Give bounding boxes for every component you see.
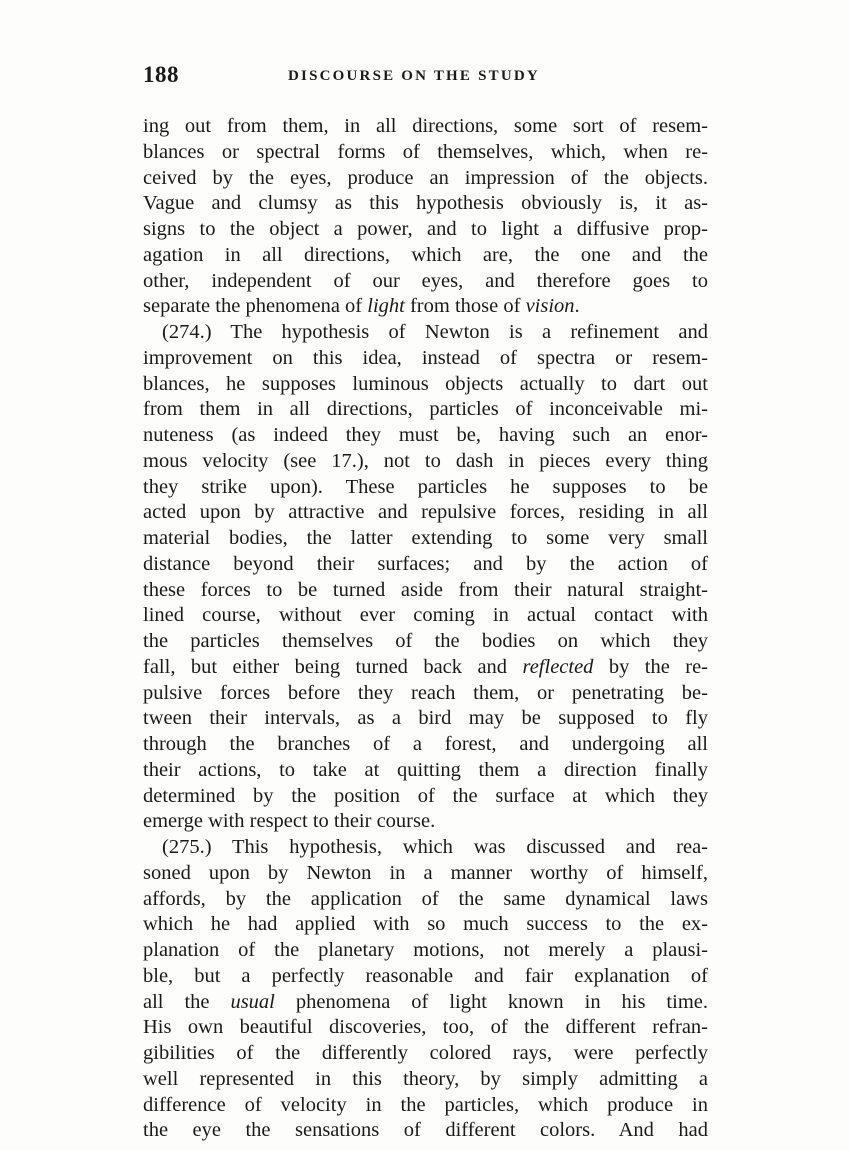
paragraph-274-start: (274.) The hypothesis of Newton is a refinement and (162, 321, 708, 343)
italic-run: vision (525, 295, 575, 318)
text-line: these forces to be turned aside from their natural straight- (143, 578, 708, 601)
text-line: improvement on this idea, instead of spectra or resem- (143, 346, 708, 369)
text-line: lined course, without ever coming in actual contact with (143, 604, 708, 627)
running-head (143, 62, 708, 92)
text-run: by the re- (593, 655, 709, 678)
text-line: His own beautiful discoveries, too, of the different refran- (143, 1016, 708, 1039)
italic-run: usual (230, 990, 275, 1013)
text-line: their actions, to take at quitting them a direction finally (143, 758, 708, 781)
page-number: 188 (143, 62, 179, 87)
text-line (143, 655, 708, 681)
text-line: blances, he supposes luminous objects actually to dart out (143, 372, 708, 395)
text-run: . (574, 295, 580, 318)
text-line: tween their intervals, as a bird may be supposed to fly (143, 707, 708, 730)
text-line: distance beyond their surfaces; and by the action of (143, 552, 708, 575)
text-line: through the branches of a forest, and undergoing all (143, 733, 708, 755)
text-line: they strike upon). These particles he supposes to be (143, 475, 708, 498)
text-run: all the (143, 990, 231, 1013)
text-line: affords, by the application of the same dynamical laws (143, 887, 708, 910)
paragraph-275-start: (275.) This hypothesis, which was discussed and rea- (162, 836, 708, 858)
text-line: other, independent of our eyes, and therefore goes to (143, 269, 708, 292)
text-line: determined by the position of the surface at which they (143, 784, 708, 807)
text-line: planation of the planetary motions, not merely a plausi- (143, 939, 708, 961)
text-line: signs to the object a power, and to light a diffusive prop- (143, 218, 708, 240)
text-line: nuteness (as indeed they must be, having such an enor- (143, 424, 708, 446)
text-line: material bodies, the latter extending to some very small (143, 527, 708, 549)
text-line: agation in all directions, which are, the one and the (143, 243, 708, 266)
text-line: pulsive forces before they reach them, or penetrating be- (143, 681, 708, 704)
text-run: phenomena of light known in his time. (274, 990, 708, 1013)
text-line: the eye the sensations of different colors. And had (143, 1119, 708, 1142)
text-line: gibilities of the differently colored rays, were perfectly (143, 1042, 708, 1064)
text-line: well represented in this theory, by simply admitting a (143, 1067, 708, 1090)
text-line: ble, but a perfectly reasonable and fair explanation of (143, 964, 708, 987)
text-line: difference of velocity in the particles, which produce in (143, 1093, 708, 1116)
text-line: ceived by the eyes, produce an impression of the objects. (143, 166, 708, 189)
text-line (143, 990, 708, 1016)
text-line: which he had applied with so much success to the ex- (143, 913, 708, 936)
text-line: mous velocity (see 17.), not to dash in pieces every thing (143, 449, 708, 472)
text-line: from them in all directions, particles of inconceivable mi- (143, 398, 708, 421)
text-line: ing out from them, in all directions, some sort of resem- (143, 115, 708, 137)
text-run: from those of (404, 295, 526, 318)
text-line: Vague and clumsy as this hypothesis obviously is, it as- (143, 192, 708, 215)
text-line: blances or spectral forms of themselves, which, when re- (143, 140, 708, 163)
text-line: soned upon by Newton in a manner worthy of himself, (143, 861, 708, 884)
italic-run: reflected (522, 655, 594, 678)
text-line: emerge with respect to their course. (143, 810, 436, 833)
text-line: the particles themselves of the bodies on which they (143, 630, 708, 652)
italic-run: light (367, 295, 405, 318)
text-run: fall, but either being turned back and (143, 655, 523, 678)
body-text (143, 114, 708, 1144)
text-run: separate the phenomena of (143, 295, 368, 318)
text-line: acted upon by attractive and repulsive forces, residing in all (143, 501, 708, 524)
text-line (143, 294, 708, 320)
running-title: DISCOURSE ON THE STUDY (288, 68, 540, 84)
